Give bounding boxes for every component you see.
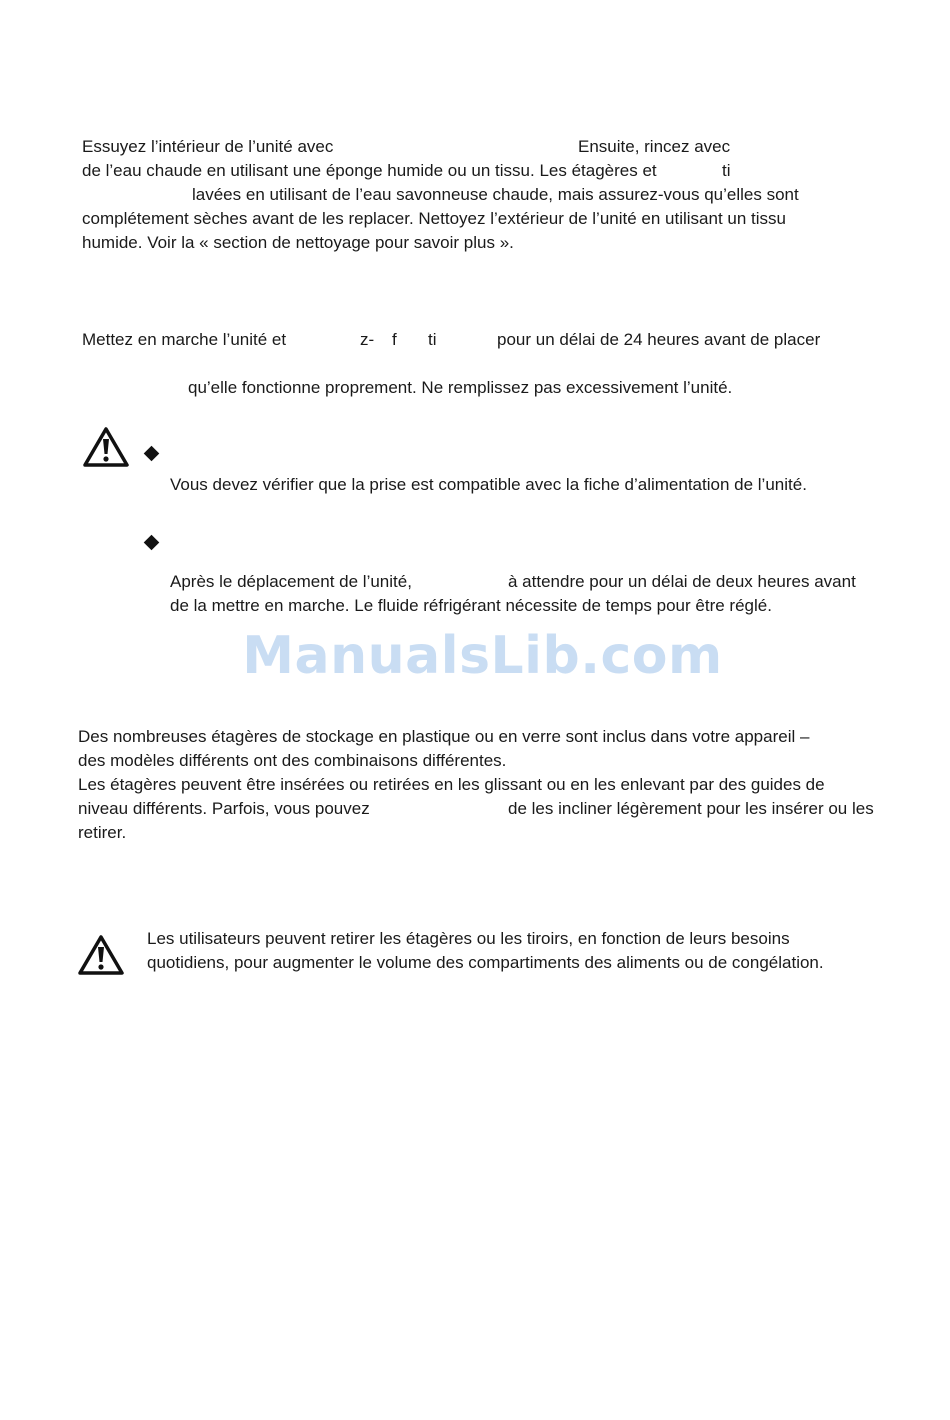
diamond-bullet-icon <box>144 535 160 551</box>
cleaning-line-2b: ti <box>722 161 731 180</box>
cleaning-line-1b: Ensuite, rincez avec <box>578 137 731 156</box>
shelves-line-4a: niveau différents. Parfois, vous pouvez <box>78 799 370 818</box>
startup-line-1b: pour un délai de 24 heures avant de placer <box>497 330 821 349</box>
shelves-line-4b: de les incliner légèrement pour les insérer ou les <box>508 799 874 818</box>
startup-fragment-3: ti <box>428 330 437 349</box>
note-line-2: quotidiens, pour augmenter le volume des compartiments des aliments ou de congélation. <box>147 953 824 972</box>
startup-fragment-2: f <box>392 330 397 349</box>
warning-triangle-icon <box>82 425 130 469</box>
shelves-line-2: des modèles différents ont des combinaisons différentes. <box>78 751 507 770</box>
warning-item-2-line-2: de la mettre en marche. Le fluide réfrigérant nécessite de temps pour être réglé. <box>170 596 772 615</box>
cleaning-line-4: complétement sèches avant de les replacer. Nettoyez l’extérieur de l’unité en utilisant un tissu <box>82 209 786 228</box>
watermark: ManualsLib.com <box>242 626 723 686</box>
shelves-line-5: retirer. <box>78 823 127 842</box>
warning-item-1: Vous devez vérifier que la prise est compatible avec la fiche d’alimentation de l’unité. <box>170 475 807 494</box>
cleaning-line-2a: de l’eau chaude en utilisant une éponge humide ou un tissu. Les étagères et <box>82 161 657 180</box>
startup-line-1a: Mettez en marche l’unité et <box>82 330 287 349</box>
warning-triangle-icon <box>77 933 125 977</box>
diamond-bullet-icon <box>144 446 160 462</box>
cleaning-line-1a: Essuyez l’intérieur de l’unité avec <box>82 137 334 156</box>
warning-item-2-line-1b: à attendre pour un délai de deux heures avant <box>508 572 856 591</box>
cleaning-line-3: lavées en utilisant de l’eau savonneuse chaude, mais assurez-vous qu’elles sont <box>192 185 799 204</box>
shelves-line-3: Les étagères peuvent être insérées ou retirées en les glissant ou en les enlevant par des guides de <box>78 775 825 794</box>
startup-line-2: qu’elle fonctionne proprement. Ne remplissez pas excessivement l’unité. <box>188 378 733 397</box>
warning-item-2-line-1a: Après le déplacement de l’unité, <box>170 572 412 591</box>
startup-fragment-1: z- <box>360 330 375 349</box>
cleaning-line-5: humide. Voir la « section de nettoyage pour savoir plus ». <box>82 233 514 252</box>
note-line-1: Les utilisateurs peuvent retirer les étagères ou les tiroirs, en fonction de leurs besoins <box>147 929 790 948</box>
shelves-line-1: Des nombreuses étagères de stockage en plastique ou en verre sont inclus dans votre appareil – <box>78 727 810 746</box>
